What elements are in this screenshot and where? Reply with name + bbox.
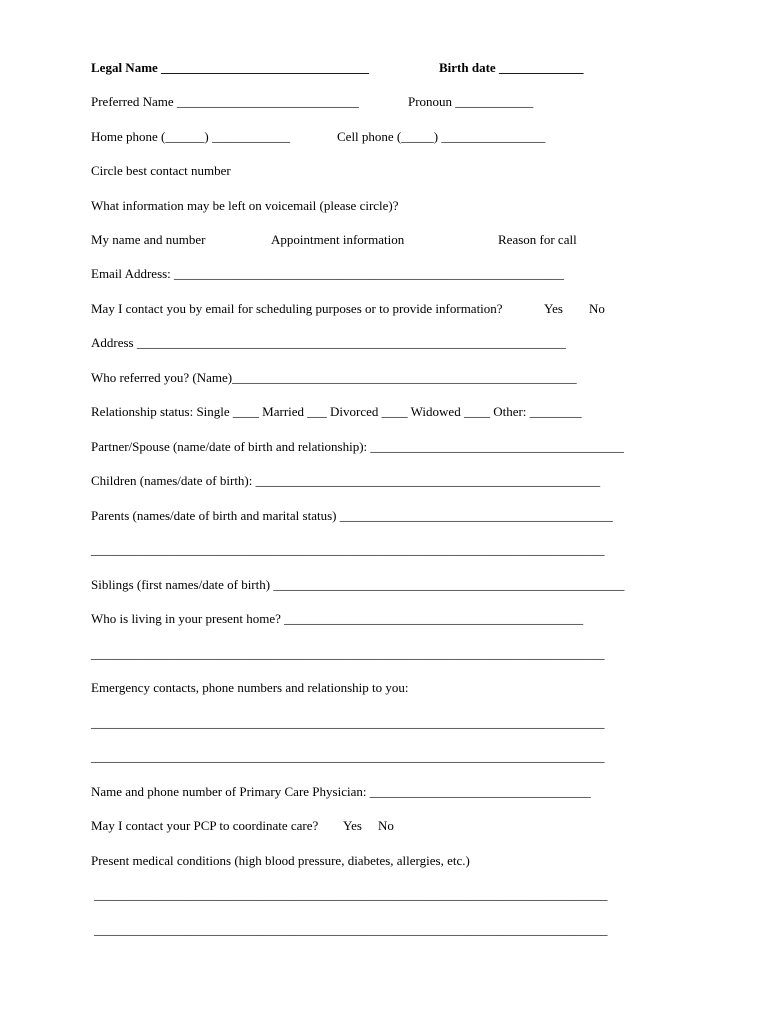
children-field[interactable]: Children (names/date of birth): _____________________________________________________: [91, 473, 601, 488]
partner-field[interactable]: Partner/Spouse (name/date of birth and relationship): _______________________________________: [91, 439, 624, 454]
living-field[interactable]: Who is living in your present home? ______________________________________________: [91, 611, 584, 626]
pcp-field[interactable]: Name and phone number of Primary Care Physician: __________________________________: [91, 784, 591, 799]
voicemail-option-name[interactable]: My name and number: [91, 232, 206, 247]
preferred-name-field[interactable]: Preferred Name ____________________________: [91, 94, 359, 109]
medical-line-1[interactable]: _______________________________________________________________________________: [94, 887, 608, 902]
email-field[interactable]: Email Address: ____________________________________________________________: [91, 266, 565, 281]
email-yes-option[interactable]: Yes: [544, 301, 563, 316]
pronoun-field[interactable]: Pronoun ____________: [408, 94, 534, 109]
referred-by-field[interactable]: Who referred you? (Name)_____________________________________________________: [91, 370, 577, 385]
email-contact-question: May I contact you by email for scheduling purposes or to provide information?: [91, 301, 503, 316]
emergency-line-2[interactable]: _______________________________________________________________________________: [91, 749, 605, 764]
emergency-contacts-label: Emergency contacts, phone numbers and relationship to you:: [91, 680, 409, 695]
parents-continuation-line[interactable]: _______________________________________________________________________________: [91, 542, 605, 557]
legal-name-field[interactable]: Legal Name ________________________________: [91, 60, 370, 75]
siblings-field[interactable]: Siblings (first names/date of birth) ______________________________________________________: [91, 577, 625, 592]
cell-phone-field[interactable]: Cell phone (_____) ________________: [337, 129, 546, 144]
pcp-contact-question: May I contact your PCP to coordinate care?: [91, 818, 319, 833]
voicemail-option-appointment[interactable]: Appointment information: [271, 232, 405, 247]
pcp-yes-option[interactable]: Yes: [343, 818, 362, 833]
living-continuation-line[interactable]: _______________________________________________________________________________: [91, 646, 605, 661]
circle-contact-label: Circle best contact number: [91, 163, 231, 178]
emergency-line-1[interactable]: _______________________________________________________________________________: [91, 715, 605, 730]
home-phone-field[interactable]: Home phone (______) ____________: [91, 129, 290, 144]
parents-field[interactable]: Parents (names/date of birth and marital status) __________________________________________: [91, 508, 613, 523]
birth-date-field[interactable]: Birth date _____________: [439, 60, 584, 75]
relationship-status-field[interactable]: Relationship status: Single ____ Married ___ Divorced ____ Widowed ____ Other: ________: [91, 404, 582, 419]
voicemail-question: What information may be left on voicemail (please circle)?: [91, 198, 399, 213]
medical-conditions-label: Present medical conditions (high blood pressure, diabetes, allergies, etc.): [91, 853, 470, 868]
email-no-option[interactable]: No: [589, 301, 605, 316]
medical-line-2[interactable]: _______________________________________________________________________________: [94, 922, 608, 937]
pcp-no-option[interactable]: No: [378, 818, 394, 833]
address-field[interactable]: Address __________________________________________________________________: [91, 335, 566, 350]
voicemail-option-reason[interactable]: Reason for call: [498, 232, 577, 247]
